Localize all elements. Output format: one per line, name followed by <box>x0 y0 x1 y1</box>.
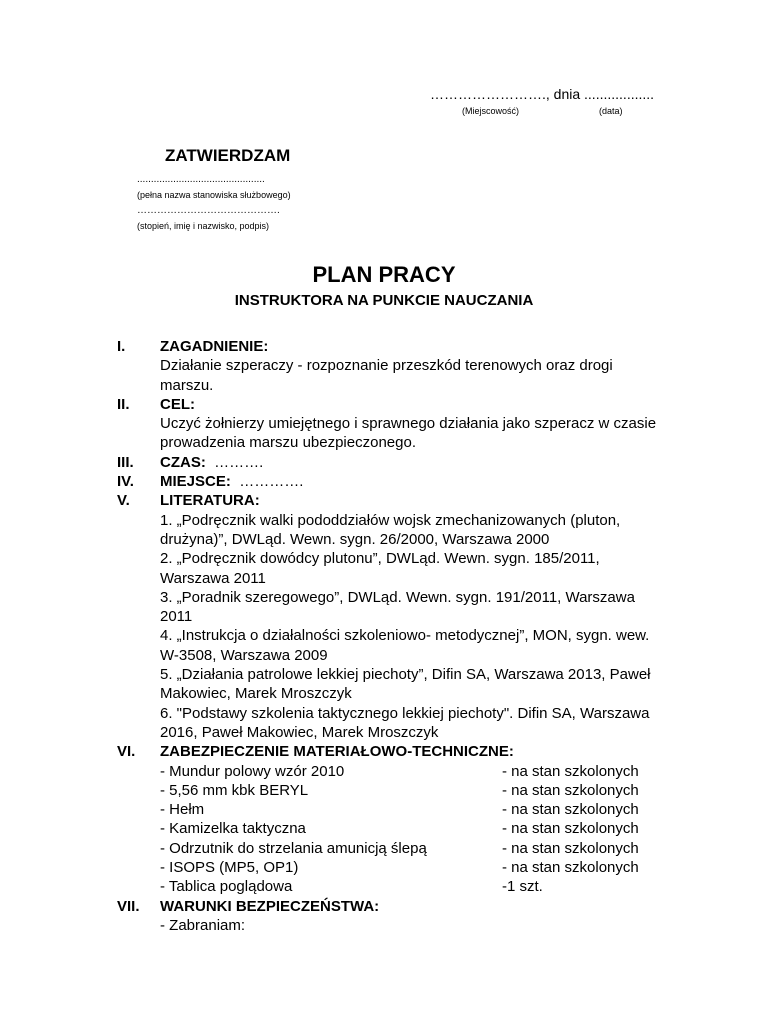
equipment-status: - na stan szkolonych <box>502 859 639 877</box>
literature-line: 2016, Paweł Makowiec, Marek Mroszczyk <box>160 723 439 741</box>
equipment-item <box>160 781 677 800</box>
section-content <box>160 337 677 395</box>
equipment-name: - ISOPS (MP5, OP1) <box>160 859 299 877</box>
literature-line: W-3508, Warszawa 2009 <box>160 646 328 664</box>
equipment-name: - 5,56 mm kbk BERYL <box>160 781 309 799</box>
section-label: ZABEZPIECZENIE MATERIAŁOWO-TECHNICZNE: <box>160 743 514 761</box>
section-number: II. <box>117 395 130 413</box>
equipment-item <box>160 819 677 838</box>
approval-signature-label: (stopień, imię i nazwisko, podpis) <box>137 221 270 231</box>
equipment-name: - Tablica poglądowa <box>160 878 293 896</box>
equipment-status: - na stan szkolonych <box>502 781 639 799</box>
literature-line: 1. „Podręcznik walki pododdziałów wojsk zmechanizowanych (pluton, <box>160 511 621 529</box>
section-content <box>160 395 677 453</box>
document-subtitle: INSTRUKTORA NA PUNKCIE NAUCZANIA <box>234 292 534 309</box>
approval-line-position: .............................................. <box>137 174 265 185</box>
equipment-item <box>160 858 677 877</box>
section-topic <box>117 337 677 395</box>
section-equipment <box>117 742 677 896</box>
place-date-line: ……………………., dnia .................. <box>430 86 655 102</box>
section-label: MIEJSCE: <box>160 473 231 491</box>
approval-title: ZATWIERDZAM <box>165 146 291 165</box>
literature-line: 4. „Instrukcja o działalności szkoleniowo- metodycznej”, MON, sygn. wew. <box>160 627 650 645</box>
equipment-status: - na stan szkolonych <box>502 801 639 819</box>
literature-line: Warszawa 2011 <box>160 569 266 587</box>
literature-line: 6. "Podstawy szkolenia taktycznego lekkiej piechoty". Difin SA, Warszawa <box>160 704 650 722</box>
section-label: CEL: <box>160 395 195 413</box>
section-text-line: - Zabraniam: <box>160 916 246 934</box>
section-number: IV. <box>117 473 134 491</box>
section-label: CZAS: <box>160 453 206 471</box>
section-content <box>160 742 677 896</box>
section-literature <box>117 491 677 742</box>
section-place <box>117 472 677 491</box>
equipment-name: - Odrzutnik do strzelania amunicją ślepą <box>160 839 427 857</box>
approval-position-label: (pełna nazwa stanowiska służbowego) <box>137 190 291 200</box>
equipment-item <box>160 877 677 896</box>
literature-line: 2011 <box>160 608 193 626</box>
section-number: I. <box>117 338 126 355</box>
section-safety <box>117 897 677 936</box>
literature-line: 3. „Poradnik szeregowego”, DWLąd. Wewn. sygn. 191/2011, Warszawa <box>160 588 635 606</box>
place-value: …………. <box>239 473 304 491</box>
section-label: WARUNKI BEZPIECZEŃSTWA: <box>160 897 380 915</box>
literature-line: 2. „Podręcznik dowódcy plutonu”, DWLąd. Wewn. sygn. 185/2011, <box>160 550 600 568</box>
equipment-status: - na stan szkolonych <box>502 839 639 857</box>
equipment-status: - na stan szkolonych <box>502 820 639 838</box>
approval-line-signature: ……………………………………. <box>137 205 280 216</box>
section-content <box>160 472 677 491</box>
section-label: ZAGADNIENIE: <box>160 338 269 355</box>
literature-line: 5. „Działania patrolowe lekkiej piechoty”, Difin SA, Warszawa 2013, Paweł <box>160 666 651 684</box>
section-number: V. <box>117 492 130 510</box>
equipment-item <box>160 800 677 819</box>
section-number: III. <box>117 453 134 471</box>
equipment-name: - Hełm <box>160 801 205 819</box>
section-number: VI. <box>117 743 136 761</box>
section-text-line: Działanie szperaczy - rozpoznanie przeszkód terenowych oraz drogi <box>160 357 613 375</box>
section-time <box>117 453 677 472</box>
equipment-status: - na stan szkolonych <box>502 762 639 780</box>
section-goal <box>117 395 677 453</box>
section-label: LITERATURA: <box>160 492 260 510</box>
section-text-line: prowadzenia marszu ubezpieczonego. <box>160 434 416 452</box>
equipment-status: -1 szt. <box>502 878 543 896</box>
literature-line: drużyna)”, DWLąd. Wewn. sygn. 26/2000, Warszawa 2000 <box>160 530 550 548</box>
date-label: (data) <box>599 106 623 116</box>
equipment-name: - Mundur polowy wzór 2010 <box>160 762 345 780</box>
section-content <box>160 897 677 936</box>
section-text-line: Uczyć żołnierzy umiejętnego i sprawnego działania jako szperacz w czasie <box>160 415 657 433</box>
section-content <box>160 491 677 742</box>
literature-line: Makowiec, Marek Mroszczyk <box>160 685 352 703</box>
document-title: PLAN PRACY <box>312 262 456 287</box>
equipment-name: - Kamizelka taktyczna <box>160 820 306 838</box>
equipment-item <box>160 762 677 781</box>
section-content <box>160 453 677 472</box>
place-label: (Miejscowość) <box>462 106 520 116</box>
plan-sections <box>117 337 677 935</box>
section-text-line: marszu. <box>160 376 214 394</box>
time-value: ………. <box>214 453 264 471</box>
equipment-item <box>160 839 677 858</box>
section-number: VII. <box>117 897 140 915</box>
